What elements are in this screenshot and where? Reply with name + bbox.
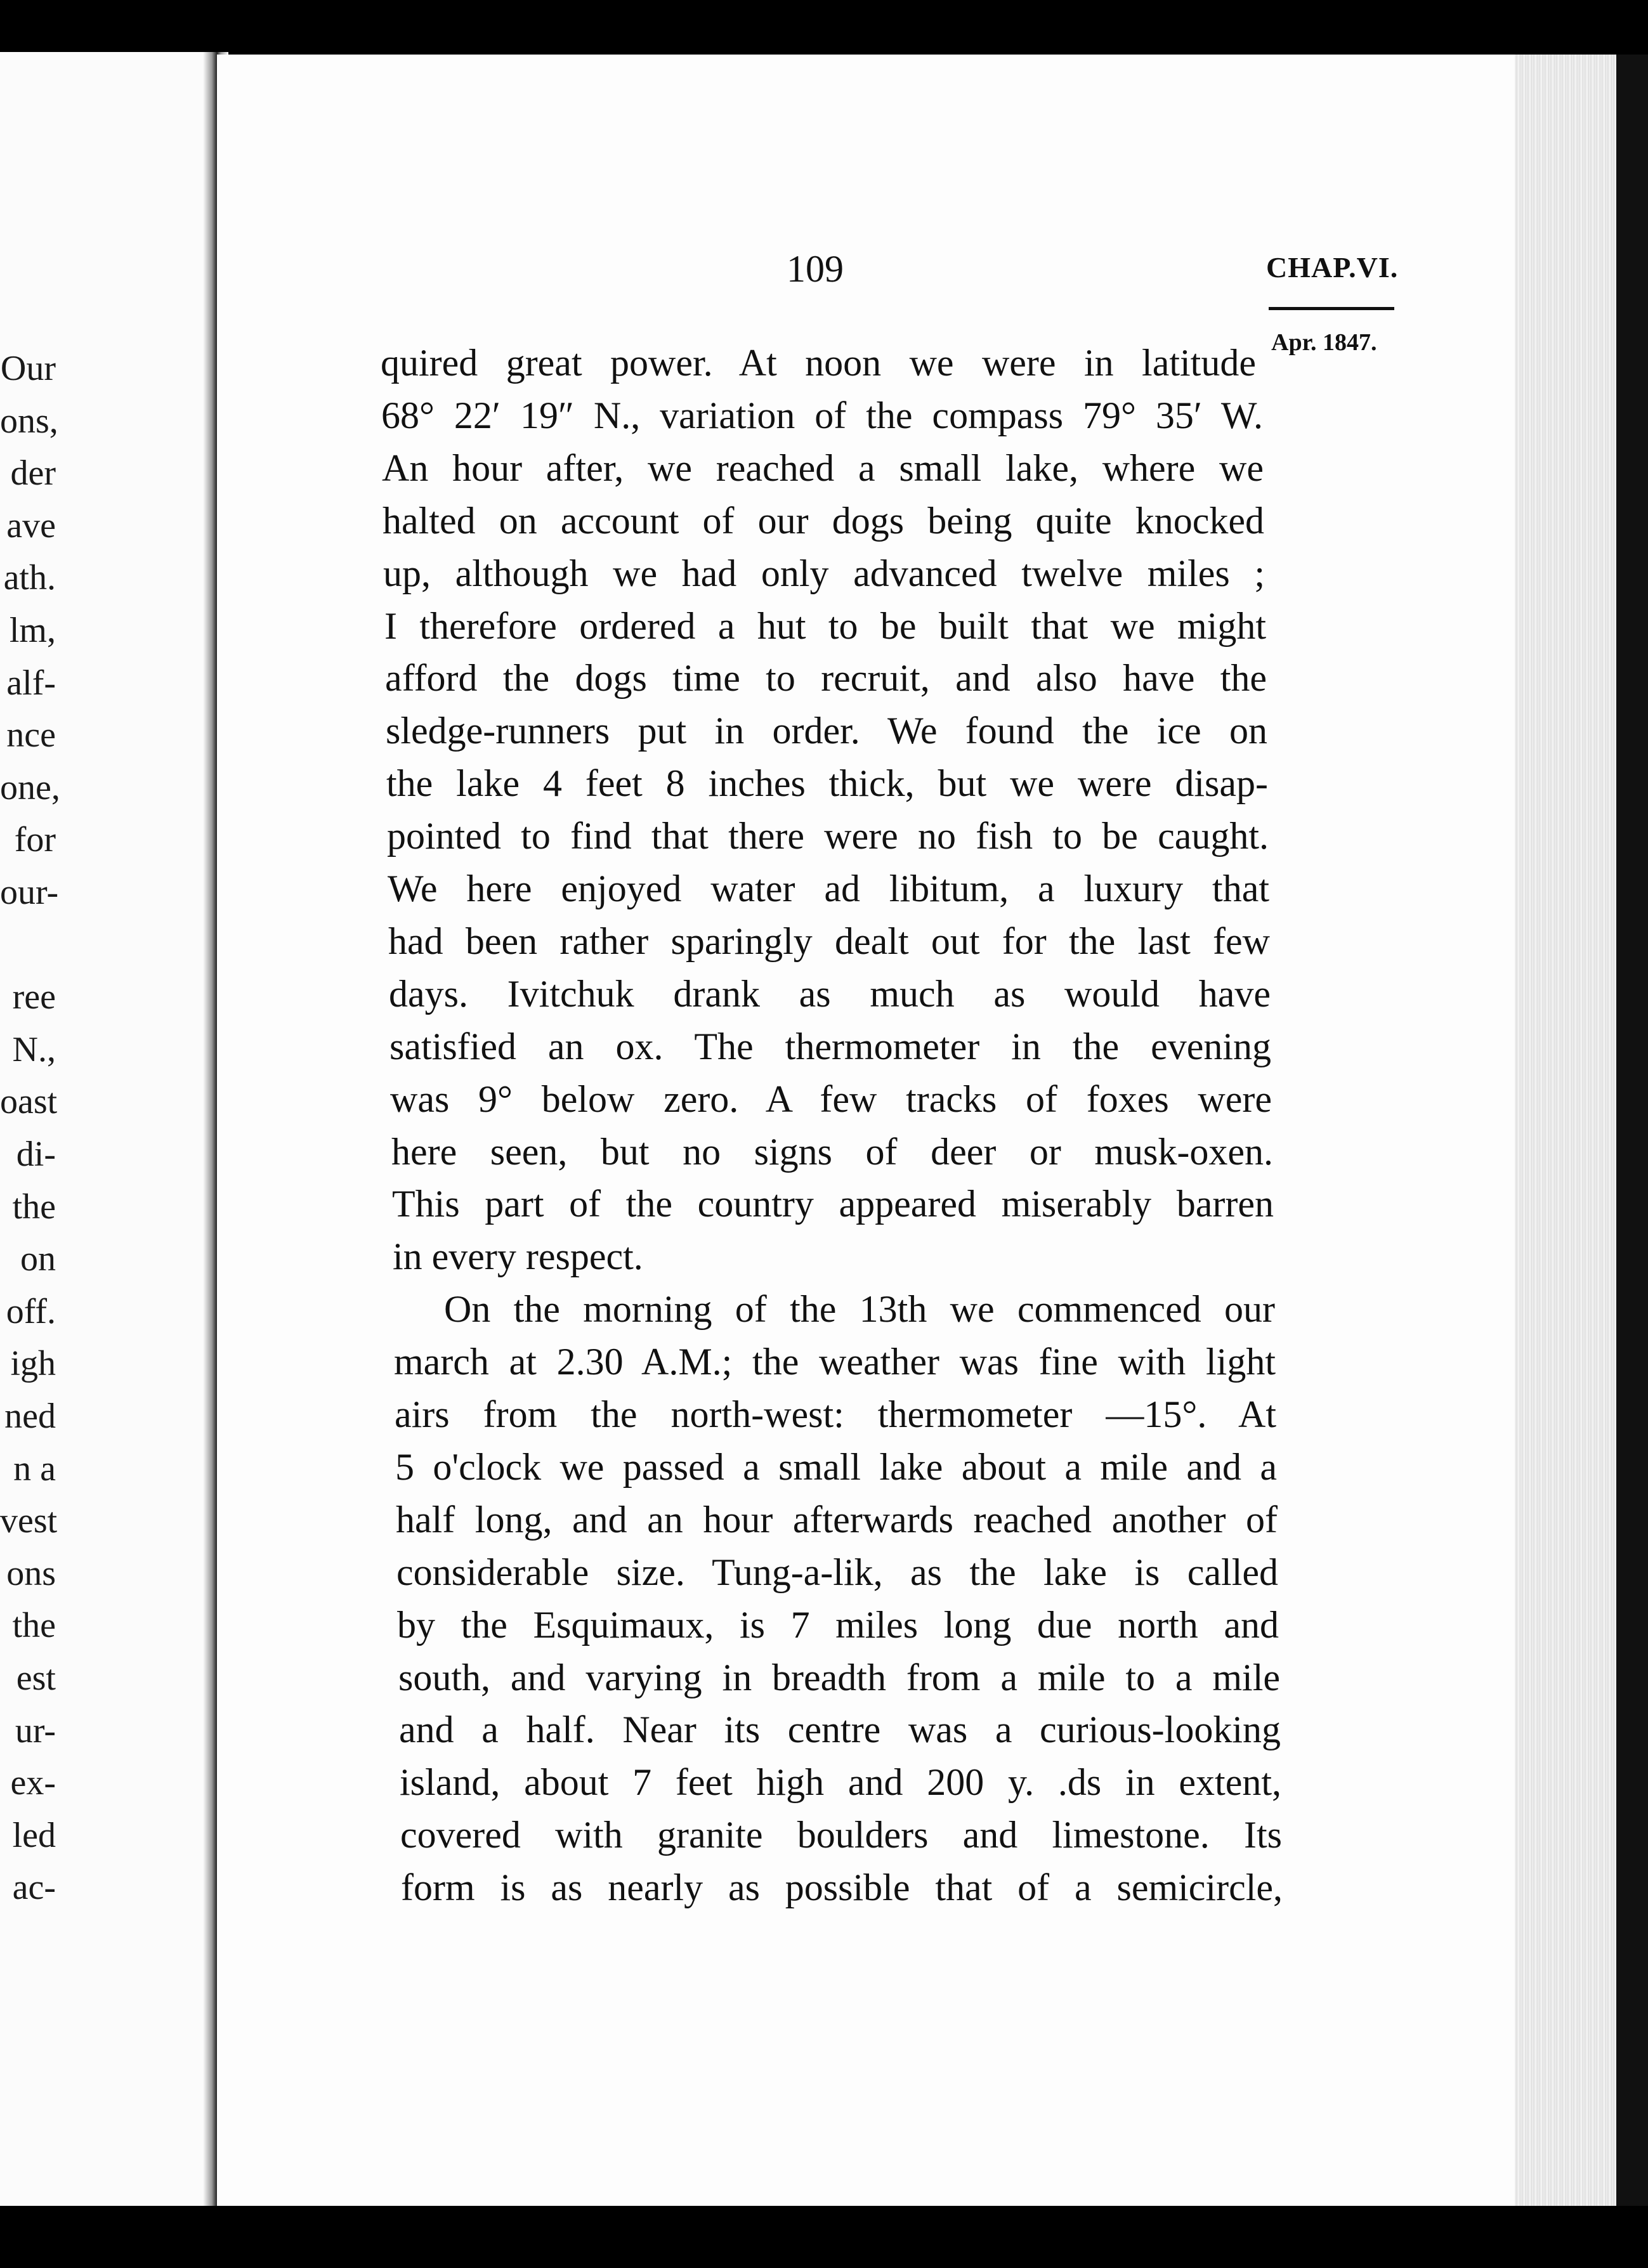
previous-page-line-fragment: ath. — [3, 558, 56, 598]
previous-page-line-fragment: on — [20, 1239, 56, 1279]
body-text-line: 5 o'clock we passed a small lake about a mile and a — [395, 1445, 1277, 1488]
body-text-line: satisfied an ox. The thermometer in the evening — [389, 1025, 1271, 1067]
body-text-line: quired great power. At noon we were in latitude — [381, 342, 1256, 384]
previous-page-line-fragment: the — [12, 1187, 56, 1227]
body-text-line: covered with granite boulders and limestone. Its — [400, 1814, 1282, 1856]
previous-page-line-fragment: one, — [0, 767, 60, 807]
body-text-line: here seen, but no signs of deer or musk-oxen. — [391, 1130, 1273, 1173]
previous-page-line-fragment: nce — [6, 715, 56, 755]
body-text-line: 68° 22′ 19″ N., variation of the compass 79° 35′ W. — [381, 394, 1263, 436]
header-rule — [1269, 307, 1394, 310]
previous-page-line-fragment — [0, 919, 56, 971]
previous-page-line-fragment: ons, — [0, 401, 58, 441]
body-text-line: I therefore ordered a hut to be built that we might — [384, 604, 1266, 647]
scan-border-bottom — [0, 2206, 1648, 2268]
previous-page-line-fragment: est — [16, 1659, 56, 1698]
previous-page-line-fragment: ur- — [15, 1711, 56, 1750]
previous-page-line-fragment: ree — [12, 977, 56, 1017]
body-text-line: had been rather sparingly dealt out for the last few — [388, 920, 1270, 962]
body-text-line: pointed to find that there were no fish to be caught. — [387, 815, 1269, 857]
body-text-line: An hour after, we reached a small lake, where we — [382, 446, 1264, 489]
body-text-line: airs from the north-west: thermometer —15°. At — [395, 1393, 1276, 1435]
previous-page-line-fragment: ex- — [10, 1763, 56, 1803]
page-number: 109 — [787, 248, 844, 290]
body-text-line: was 9° below zero. A few tracks of foxes were — [390, 1078, 1272, 1120]
previous-page-line-fragment: n a — [13, 1449, 56, 1489]
body-text-line: halted on account of our dogs being quite knocked — [383, 499, 1264, 542]
body-text-line: march at 2.30 A.M.; the weather was fine with light — [394, 1341, 1276, 1383]
scan-border-right — [1616, 55, 1648, 2207]
previous-page-line-fragment: our- — [0, 873, 59, 912]
previous-page-line-fragment: lm, — [9, 611, 56, 650]
body-text-line: days. Ivitchuk drank as much as would have — [389, 972, 1271, 1015]
body-text-line: afford the dogs time to recruit, and also have the — [385, 657, 1267, 700]
previous-page-line-fragment: der — [10, 453, 56, 493]
previous-page-line-fragment: vest — [0, 1501, 58, 1541]
body-text-line: by the Esquimaux, is 7 miles long due north and — [397, 1603, 1279, 1646]
previous-page-line-fragment: N., — [12, 1029, 56, 1069]
previous-page-line-fragment: ac- — [12, 1868, 56, 1908]
previous-page-line-fragment: ned — [4, 1397, 56, 1436]
body-text-line: We here enjoyed water ad libitum, a luxury that — [388, 868, 1269, 909]
body-text-line: sledge-runners put in order. We found the ice on — [386, 710, 1267, 752]
previous-page-line-fragment: oast — [0, 1082, 58, 1122]
previous-page-line-fragment: led — [12, 1815, 56, 1855]
previous-page-line-fragment: Our — [0, 349, 56, 388]
previous-page-line-fragment: for — [14, 820, 56, 860]
scan-border-top — [0, 0, 1648, 51]
running-head: CHAP.VI. — [1266, 251, 1399, 284]
previous-page-line-fragment: off. — [6, 1291, 56, 1331]
margin-date-note: Apr. 1847. — [1271, 329, 1377, 356]
body-text-line: the lake 4 feet 8 inches thick, but we were disap- — [386, 762, 1268, 805]
body-text-line: in every respect. — [393, 1235, 643, 1278]
body-text-line: up, although we had only advanced twelve miles ; — [383, 552, 1265, 594]
page-fore-edge — [1515, 55, 1616, 2207]
previous-page-line-fragment: ons — [6, 1553, 56, 1593]
previous-page-line-fragment: igh — [10, 1344, 56, 1384]
previous-page-line-fragment: the — [12, 1606, 56, 1646]
body-text-line: half long, and an hour afterwards reached another of — [396, 1498, 1278, 1541]
body-text-line: On the morning of the 13th we commenced our — [444, 1288, 1275, 1331]
previous-page-line-fragment: alf- — [6, 663, 56, 703]
body-text-line: island, about 7 feet high and 200 y. .ds in extent, — [400, 1761, 1281, 1804]
body-text-line: This part of the country appeared miserably barren — [392, 1183, 1274, 1225]
body-text-line: form is as nearly as possible that of a semicircle, — [401, 1867, 1283, 1909]
previous-page-line-fragment: ave — [6, 505, 56, 545]
body-text-line: considerable size. Tung-a-lik, as the lake is called — [396, 1551, 1278, 1593]
body-text-line: and a half. Near its centre was a curious-looking — [399, 1709, 1281, 1751]
previous-page-line-fragment: di- — [16, 1135, 56, 1174]
body-text-line: south, and varying in breadth from a mile to a mile — [398, 1656, 1280, 1698]
